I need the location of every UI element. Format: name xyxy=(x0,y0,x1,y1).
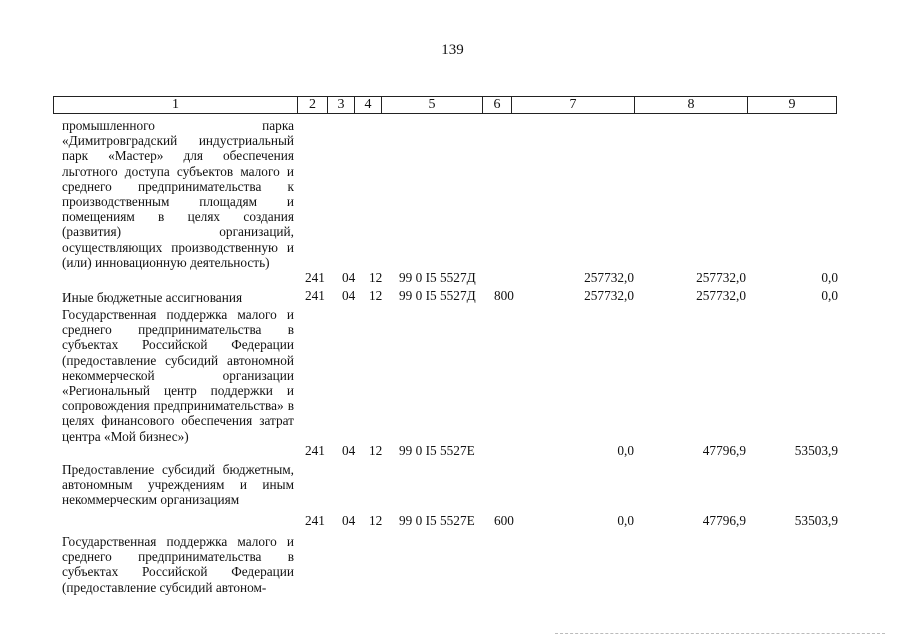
header-col-1: 1 xyxy=(54,97,298,114)
cell-section: 04 xyxy=(342,270,356,285)
row-description: промышленного парка «Димитровградский индустриальный парк «Мастер» для обеспечения льготного доступа субъектов малого и среднего предпринимательства к производственным площадям и помещениям в целях создания (развития) организаций, осуществляющих производственную и (или) инновационную деятельность) xyxy=(62,118,294,270)
header-col-5: 5 xyxy=(382,97,483,114)
header-col-8: 8 xyxy=(635,97,748,114)
cell-expense-type: 800 xyxy=(494,288,514,303)
page-number: 139 xyxy=(441,42,464,58)
header-col-9: 9 xyxy=(748,97,837,114)
cell-subsection: 12 xyxy=(369,513,383,528)
cell-section: 04 xyxy=(342,513,356,528)
row-description: Государственная поддержка малого и среднего предпринимательства в субъектах Российской Федерации (предоставление субсидий автоном- xyxy=(62,534,294,595)
cell-target-article: 99 0 I5 5527Д xyxy=(399,288,476,303)
cell-amount-1: 0,0 xyxy=(617,513,634,528)
cell-amount-2: 257732,0 xyxy=(696,270,746,285)
cell-amount-2: 257732,0 xyxy=(696,288,746,303)
cell-code-admin: 241 xyxy=(305,443,325,458)
cell-section: 04 xyxy=(342,288,356,303)
cell-target-article: 99 0 I5 5527Е xyxy=(399,443,475,458)
row-description: Иные бюджетные ассигнования xyxy=(62,290,243,305)
cell-amount-3: 0,0 xyxy=(821,288,838,303)
header-col-6: 6 xyxy=(483,97,512,114)
cell-expense-type: 600 xyxy=(494,513,514,528)
cell-amount-1: 257732,0 xyxy=(584,288,634,303)
table-header xyxy=(53,96,837,114)
cell-subsection: 12 xyxy=(369,288,383,303)
header-col-2: 2 xyxy=(298,97,328,114)
cell-amount-3: 0,0 xyxy=(821,270,838,285)
cell-code-admin: 241 xyxy=(305,270,325,285)
header-col-4: 4 xyxy=(355,97,382,114)
header-col-3: 3 xyxy=(328,97,355,114)
cell-amount-3: 53503,9 xyxy=(794,443,838,458)
cell-amount-2: 47796,9 xyxy=(702,513,746,528)
scan-artifact xyxy=(555,633,885,636)
cell-subsection: 12 xyxy=(369,443,383,458)
cell-section: 04 xyxy=(342,443,356,458)
cell-code-admin: 241 xyxy=(305,513,325,528)
row-description: Предоставление субсидий бюджетным, автономным учреждениям и иным некоммерческим организациям xyxy=(62,462,294,508)
cell-amount-1: 257732,0 xyxy=(584,270,634,285)
header-col-7: 7 xyxy=(512,97,635,114)
cell-amount-3: 53503,9 xyxy=(794,513,838,528)
cell-amount-2: 47796,9 xyxy=(702,443,746,458)
cell-amount-1: 0,0 xyxy=(617,443,634,458)
row-description: Государственная поддержка малого и среднего предпринимательства в субъектах Российской Федерации (предоставление субсидий автономной некоммерческой организации «Региональный центр поддержки и сопровождения предпринимательства» в целях финансового обеспечения затрат центра «Мой бизнес») xyxy=(62,307,294,444)
cell-target-article: 99 0 I5 5527Д xyxy=(399,270,476,285)
cell-subsection: 12 xyxy=(369,270,383,285)
cell-code-admin: 241 xyxy=(305,288,325,303)
cell-target-article: 99 0 I5 5527Е xyxy=(399,513,475,528)
